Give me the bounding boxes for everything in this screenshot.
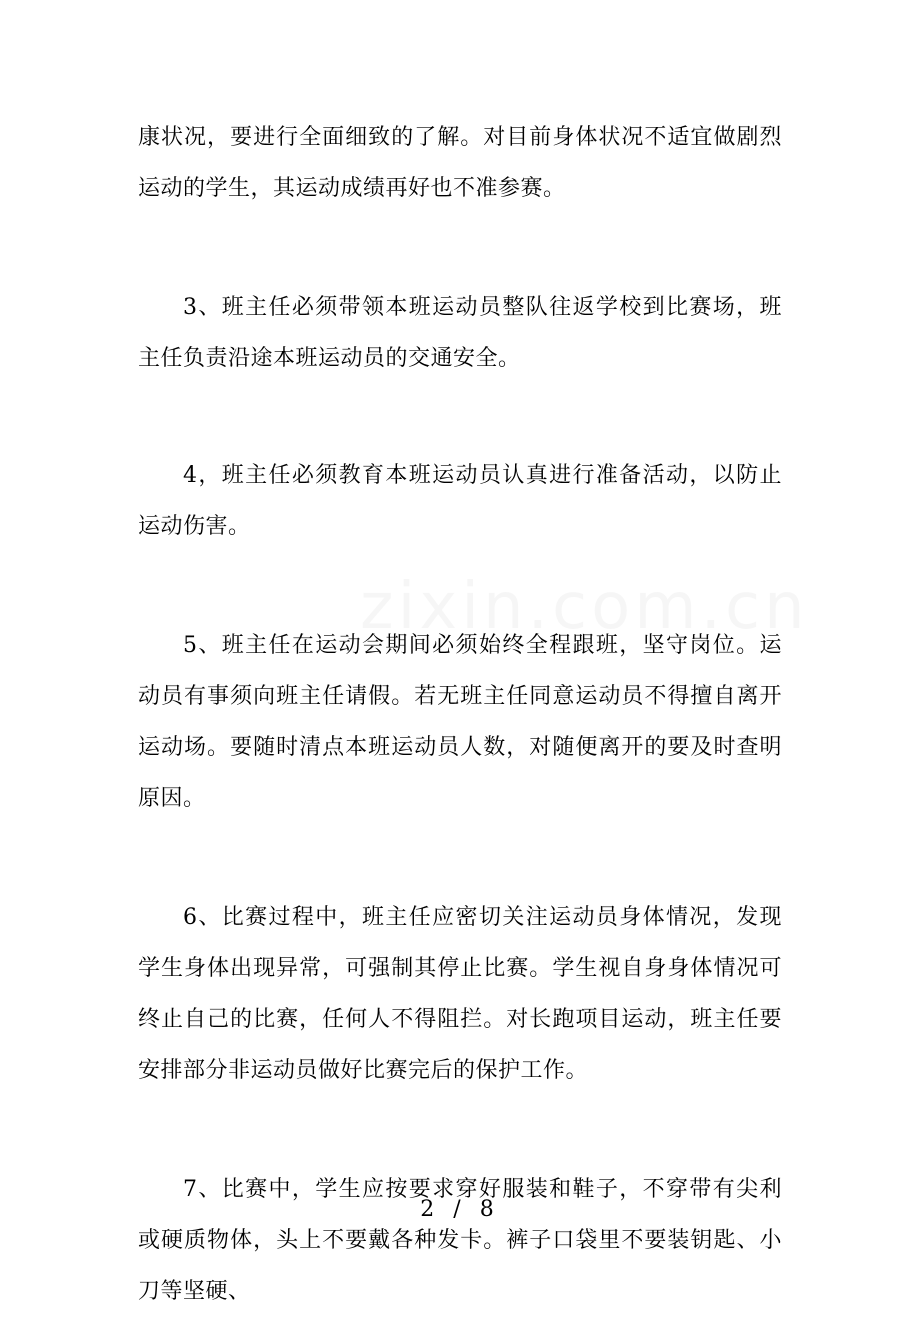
watermark xyxy=(360,570,809,644)
paragraph-item-6: 6、比赛过程中，班主任应密切关注运动员身体情况，发现学生身体出现异常，可强制其停止比赛。学生视自身身体情况可终止自己的比赛，任何人不得阻拦。对长跑项目运动，班主任要安排部分非运动员做好比赛完后的保护工作。 xyxy=(138,905,782,1083)
paragraph-item-7: 7、比赛中，学生应按要求穿好服装和鞋子，不穿带有尖利或硬质物体，头上不要戴各种发卡。裤子口袋里不要装钥匙、小刀等坚硬、 xyxy=(138,1177,782,1304)
paragraph-continued: 康状况，要进行全面细致的了解。对目前身体状况不适宜做剧烈运动的学生，其运动成绩再好也不准参赛。 xyxy=(138,125,782,201)
paragraph-item-3: 3、班主任必须带领本班运动员整队往返学校到比赛场，班主任负责沿途本班运动员的交通安全。 xyxy=(138,295,782,371)
page-number: 2 / 8 xyxy=(420,1197,500,1222)
paragraph-item-5: 5、班主任在运动会期间必须始终全程跟班，坚守岗位。运动员有事须向班主任请假。若无班主任同意运动员不得擅自离开运动场。要随时清点本班运动员人数，对随便离开的要及时查明原因。 xyxy=(138,633,782,811)
paragraph-item-4: 4，班主任必须教育本班运动员认真进行准备活动，以防止运动伤害。 xyxy=(138,463,782,539)
document-body xyxy=(138,112,782,1317)
